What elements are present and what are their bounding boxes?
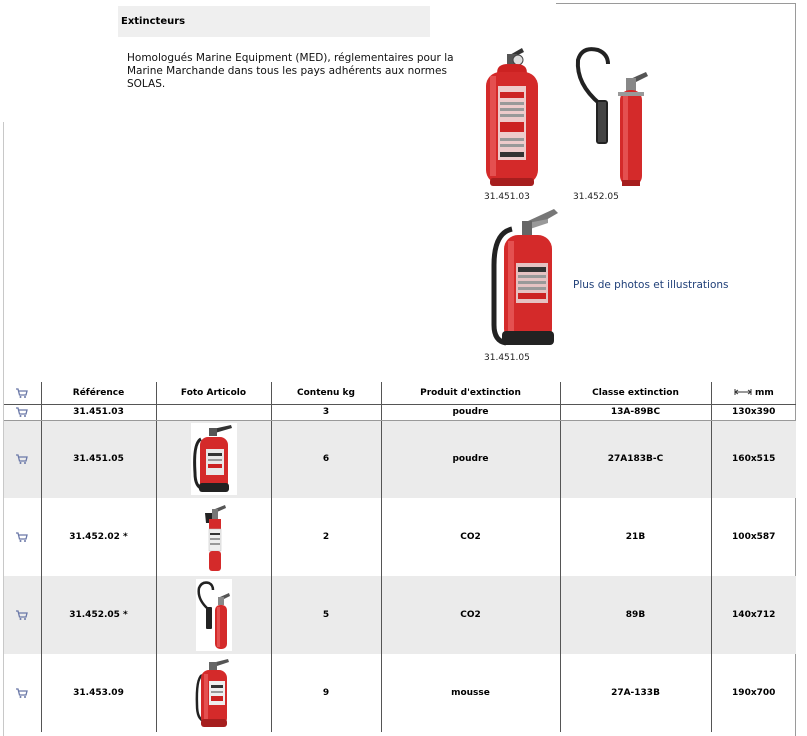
contenu-cell: 2 — [271, 498, 381, 576]
section-header — [118, 6, 430, 37]
add-to-cart-button[interactable] — [4, 420, 41, 498]
contenu-cell: 5 — [271, 576, 381, 654]
top-border — [556, 3, 796, 4]
classe-cell: 13A-89BC — [560, 404, 711, 420]
cart-icon[interactable] — [16, 454, 28, 464]
contenu-column-header[interactable]: Contenu kg — [271, 382, 381, 404]
reference-cell[interactable] — [41, 576, 156, 654]
table-row — [4, 420, 796, 498]
contenu-cell: 6 — [271, 420, 381, 498]
photo-cell[interactable] — [156, 654, 271, 732]
gallery-caption: 31.451.05 — [484, 353, 530, 363]
section-title: Extincteurs — [121, 16, 186, 27]
table-row — [4, 404, 796, 420]
photo-cell[interactable] — [156, 576, 271, 654]
cart-column-header — [4, 382, 41, 404]
dimensions-column-header[interactable] — [711, 382, 796, 404]
powder-extinguisher-3kg-photo[interactable] — [480, 42, 544, 192]
gallery-caption: 31.451.03 — [484, 192, 530, 202]
classe-column-header[interactable]: Classe extinction — [560, 382, 711, 404]
reference-cell[interactable] — [41, 498, 156, 576]
powder-extinguisher-6kg-photo[interactable] — [488, 205, 564, 351]
table-row — [4, 498, 796, 576]
reference-cell[interactable] — [41, 404, 156, 420]
add-to-cart-button[interactable] — [4, 404, 41, 420]
reference-link[interactable]: 31.452.05 * — [69, 610, 128, 620]
co2-extinguisher-2kg-thumbnail[interactable] — [199, 501, 229, 573]
produit-cell: CO2 — [381, 576, 560, 654]
cart-icon[interactable] — [16, 610, 28, 620]
reference-link[interactable]: 31.451.05 — [73, 454, 124, 465]
classe-cell: 27A-133B — [560, 654, 711, 732]
dimensions-cell: 130x390 — [711, 404, 796, 420]
contenu-cell: 3 — [271, 404, 381, 420]
add-to-cart-button[interactable] — [4, 576, 41, 654]
add-to-cart-button[interactable] — [4, 498, 41, 576]
dimensions-cell: 100x587 — [732, 532, 776, 542]
produit-column-header[interactable]: Produit d'extinction — [381, 382, 560, 404]
classe-cell: 89B — [560, 576, 711, 654]
reference-cell[interactable] — [41, 654, 156, 732]
produit-cell: poudre — [381, 404, 560, 420]
table-header-row — [4, 382, 796, 404]
reference-link[interactable]: 31.451.03 — [73, 407, 124, 417]
produit-cell: mousse — [381, 654, 560, 732]
photo-cell[interactable] — [156, 420, 271, 498]
dimension-ruler-icon — [734, 389, 752, 395]
foam-extinguisher-9kg-thumbnail[interactable] — [194, 657, 234, 729]
co2-extinguisher-5kg-thumbnail[interactable] — [196, 579, 232, 651]
reference-column-header[interactable]: Référence — [41, 382, 156, 404]
produit-cell: poudre — [381, 420, 560, 498]
classe-cell: 21B — [560, 498, 711, 576]
dimensions-cell: 140x712 — [711, 576, 796, 654]
cart-icon — [16, 388, 28, 398]
contenu-cell: 9 — [271, 654, 381, 732]
dimensions-cell: 190x700 — [732, 688, 776, 698]
cart-icon[interactable] — [16, 407, 28, 417]
classe-cell: 27A183B-C — [560, 420, 711, 498]
table-row — [4, 654, 796, 732]
reference-link[interactable]: 31.453.09 — [73, 688, 124, 698]
gallery-caption: 31.452.05 — [573, 192, 619, 202]
produit-cell: CO2 — [381, 498, 560, 576]
table-row — [4, 576, 796, 654]
co2-extinguisher-5kg-photo[interactable] — [572, 42, 652, 190]
dimension-unit-label: mm — [754, 387, 774, 398]
photo-column-header: Foto Articolo — [156, 382, 271, 404]
photo-cell[interactable] — [156, 498, 271, 576]
reference-cell[interactable] — [41, 420, 156, 498]
section-description: Homologués Marine Equipment (MED), réglementaires pour la Marine Marchande dans tous les pays adhérents aux normes SOLAS. — [127, 52, 454, 90]
photo-cell — [156, 404, 271, 420]
reference-link[interactable]: 31.452.02 * — [69, 532, 128, 542]
cart-icon[interactable] — [16, 532, 28, 542]
dimensions-cell: 160x515 — [711, 420, 796, 498]
cart-icon[interactable] — [16, 688, 28, 698]
product-table — [4, 382, 796, 732]
powder-extinguisher-6kg-thumbnail[interactable] — [191, 423, 237, 495]
add-to-cart-button[interactable] — [4, 654, 41, 732]
more-photos-link[interactable]: Plus de photos et illustrations — [573, 279, 729, 291]
